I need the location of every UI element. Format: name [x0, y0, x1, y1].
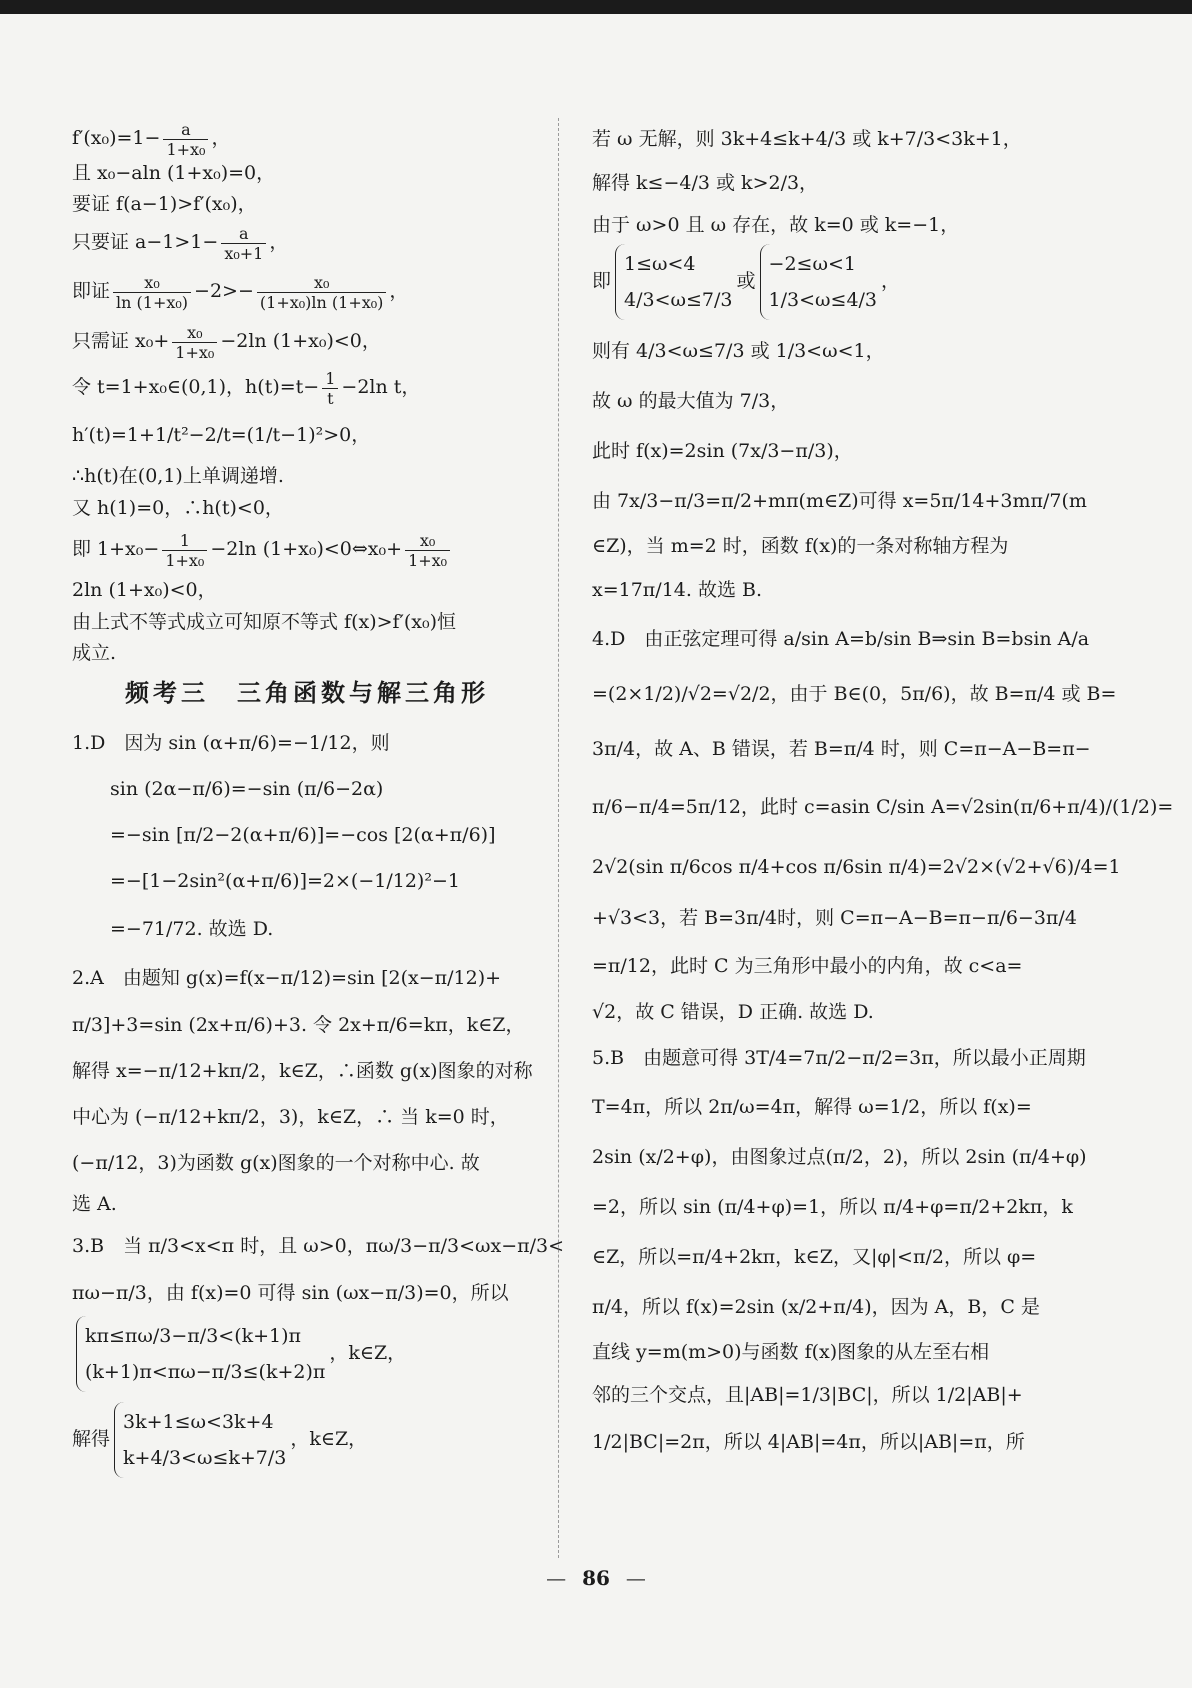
proof-line-11	[72, 524, 542, 574]
frac-num: x₀	[405, 531, 450, 551]
frac-den: (1+x₀)ln (1+x₀)	[259, 292, 384, 312]
q4-line-8: √2，故 C 错误，D 正确. 故选 D.	[592, 1001, 874, 1023]
q5-line-9: 1/2|BC|=2π，所以 4|AB|=4π，所以|AB|=π，所	[592, 1431, 1025, 1453]
section-title: 频考三 三角函数与解三角形	[125, 679, 489, 707]
frac-num: a	[163, 120, 208, 140]
proof-text: 只要证 a−1>1−	[72, 231, 219, 253]
q3c-line-8: 由 7x/3−π/3=π/2+mπ(m∈Z)可得 x=5π/14+3mπ/7(m	[592, 490, 1087, 512]
page-number-dash: —	[546, 1566, 567, 1590]
q2-line-5: (−π/12，3)为函数 g(x)图象的一个对称中心. 故	[72, 1152, 480, 1174]
fraction	[172, 323, 217, 362]
page-number-dash: —	[625, 1566, 646, 1590]
proof-line-9: ∴h(t)在(0,1)上单调递增.	[72, 465, 284, 487]
right-column	[592, 118, 1174, 1466]
q5-line-6: π/4，所以 f(x)=2sin (x/2+π/4)，因为 A，B，C 是	[592, 1296, 1040, 1318]
frac-den: 1+x₀	[165, 550, 205, 570]
q5-line-8: 邻的三个交点，且|AB|=1/3|BC|，所以 1/2|AB|+	[592, 1384, 1023, 1406]
q3c-line-6: 故 ω 的最大值为 7/3，	[592, 390, 790, 412]
proof-text: f′(x₀)=1−	[72, 127, 161, 149]
q3-line-2: πω−π/3，由 f(x)=0 可得 sin (ωx−π/3)=0，所以	[72, 1282, 509, 1304]
frac-den: 1+x₀	[166, 139, 206, 159]
proof-line-3: 要证 f(a−1)>f′(x₀)，	[72, 193, 257, 215]
page-number	[0, 1566, 1192, 1590]
q2-line-3: 解得 x=−π/12+kπ/2，k∈Z，∴函数 g(x)图象的对称	[72, 1060, 533, 1082]
q2-line-6: 选 A.	[72, 1193, 117, 1215]
scan-top-edge	[0, 0, 1192, 14]
frac-num: x₀	[172, 323, 217, 343]
proof-text: ，	[211, 127, 231, 149]
q4-line-1: 4.D 由正弦定理可得 a/sin A=b/sin B⇒sin B=bsin A/a	[592, 628, 1090, 650]
proof-line-1	[72, 118, 542, 158]
q3c-line-9: ∈Z)，当 m=2 时，函数 f(x)的一条对称轴方程为	[592, 535, 1009, 557]
q1-line-2: sin (2α−π/6)=−sin (π/6−2α)	[110, 778, 384, 800]
system-row: 1/3<ω≤4/3	[768, 289, 878, 311]
page-number-value: 86	[582, 1566, 610, 1590]
proof-line-13: 由上式不等式成立可知原不等式 f(x)>f′(x₀)恒	[72, 611, 457, 633]
proof-line-4	[72, 220, 542, 264]
q2-line-1: 2.A 由题知 g(x)=f(x−π/12)=sin [2(x−π/12)+	[72, 967, 502, 989]
fraction	[162, 531, 207, 570]
q3-system-1	[72, 1316, 542, 1402]
fraction	[163, 120, 208, 159]
q5-line-2: T=4π，所以 2π/ω=4π，解得 ω=1/2，所以 f(x)=	[592, 1096, 1032, 1118]
proof-text: 令 t=1+x₀∈(0,1)，h(t)=t−	[72, 376, 320, 398]
fraction	[322, 369, 338, 408]
q5-line-3: 2sin (x/2+φ)，由图象过点(π/2，2)，所以 2sin (π/4+φ)	[592, 1146, 1087, 1168]
q3-line-1: 3.B 当 π/3<x<π 时，且 ω>0，πω/3−π/3<ωx−π/3<	[72, 1235, 565, 1257]
frac-num: a	[221, 224, 266, 244]
proof-line-7	[72, 364, 542, 410]
system-tail: ，k∈Z，	[290, 1428, 368, 1450]
q2-line-4: 中心为 (−π/12+kπ/2，3)，k∈Z，∴ 当 k=0 时，	[72, 1106, 509, 1128]
proof-line-14: 成立.	[72, 642, 117, 664]
system-tail: ，	[881, 270, 901, 292]
system-or: 或	[736, 270, 756, 292]
q4-line-2: =(2×1/2)/√2=√2/2，由于 B∈(0，5π/6)，故 B=π/4 或 B=	[592, 683, 1117, 705]
system-row: (k+1)π<πω−π/3≤(k+2)π	[85, 1361, 326, 1383]
brace-system	[76, 1316, 325, 1392]
q4-line-5: 2√2(sin π/6cos π/4+cos π/6sin π/4)=2√2×(√2+√6)/4=1	[592, 856, 1121, 878]
system-row: 4/3<ω≤7/3	[624, 289, 733, 311]
system-lead: 即	[592, 270, 612, 292]
system-row: 1≤ω<4	[624, 253, 696, 275]
fraction	[221, 224, 266, 263]
frac-den: t	[327, 388, 334, 408]
system-row: k+4/3<ω≤k+7/3	[123, 1447, 287, 1469]
q1-line-1: 1.D 因为 sin (α+π/6)=−1/12，则	[72, 732, 390, 754]
proof-text: 即证	[72, 280, 111, 302]
proof-line-10: 又 h(1)=0，∴h(t)<0，	[72, 497, 284, 519]
proof-text: −2ln (1+x₀)<0⇔x₀+	[210, 538, 403, 560]
q5-line-4: =2，所以 sin (π/4+φ)=1，所以 π/4+φ=π/2+2kπ，k	[592, 1196, 1073, 1218]
brace-system	[760, 244, 878, 320]
proof-text: ，	[269, 231, 289, 253]
fraction	[257, 273, 387, 312]
frac-num: x₀	[257, 273, 387, 293]
q4-line-7: =π/12，此时 C 为三角形中最小的内角，故 c<a=	[592, 955, 1023, 977]
frac-den: ln (1+x₀)	[116, 292, 189, 312]
frac-num: 1	[162, 531, 207, 551]
proof-line-6	[72, 318, 542, 364]
proof-line-5	[72, 264, 542, 318]
column-divider	[558, 118, 559, 1558]
proof-text: −2ln (1+x₀)<0，	[220, 330, 381, 352]
system-row: −2≤ω<1	[768, 253, 856, 275]
q5-line-7: 直线 y=m(m>0)与函数 f(x)图象的从左至右相	[592, 1341, 990, 1363]
frac-num: x₀	[113, 273, 191, 293]
q4-line-6: +√3<3，若 B=3π/4时，则 C=π−A−B=π−π/6−3π/4	[592, 907, 1077, 929]
proof-text: 只需证 x₀+	[72, 330, 170, 352]
system-row: kπ≤πω/3−π/3<(k+1)π	[85, 1325, 302, 1347]
frac-den: 1+x₀	[408, 550, 448, 570]
proof-text: ，	[389, 280, 409, 302]
q1-line-5: =−71/72. 故选 D.	[110, 918, 274, 940]
q5-line-1: 5.B 由题意可得 3T/4=7π/2−π/2=3π，所以最小正周期	[592, 1047, 1086, 1069]
proof-text: 即 1+x₀−	[72, 538, 160, 560]
system-lead: 解得	[72, 1428, 111, 1450]
q3c-system	[592, 244, 1068, 326]
proof-line-8: h′(t)=1+1/t²−2/t=(1/t−1)²>0，	[72, 424, 371, 446]
proof-text: −2ln t，	[341, 376, 421, 398]
system-tail: ，k∈Z，	[329, 1342, 407, 1364]
q1-line-3: =−sin [π/2−2(α+π/6)]=−cos [2(α+π/6)]	[110, 824, 496, 846]
q3-system-2	[72, 1402, 542, 1488]
q4-line-4: π/6−π/4=5π/12，此时 c=asin C/sin A=√2sin(π/6+π/4)/(1/2)=	[592, 796, 1174, 818]
q1-line-4: =−[1−2sin²(α+π/6)]=2×(−1/12)²−1	[110, 870, 460, 892]
q3c-line-7: 此时 f(x)=2sin (7x/3−π/3)，	[592, 440, 853, 462]
frac-num: 1	[322, 369, 338, 389]
left-column	[72, 118, 565, 1488]
q3c-line-1: 若 ω 无解，则 3k+4≤k+4/3 或 k+7/3<3k+1，	[592, 128, 1022, 150]
brace-system	[114, 1402, 286, 1478]
proof-line-2: 且 x₀−aln (1+x₀)=0，	[72, 162, 276, 184]
fraction	[113, 273, 191, 312]
q3c-line-10: x=17π/14. 故选 B.	[592, 579, 762, 601]
q2-line-2: π/3]+3=sin (2x+π/6)+3. 令 2x+π/6=kπ，k∈Z，	[72, 1014, 525, 1036]
frac-den: x₀+1	[224, 243, 264, 263]
q5-line-5: ∈Z，所以=π/4+2kπ，k∈Z，又|φ|<π/2，所以 φ=	[592, 1246, 1037, 1268]
system-row: 3k+1≤ω<3k+4	[123, 1411, 274, 1433]
proof-text: −2>−	[194, 280, 254, 302]
fraction	[405, 531, 450, 570]
frac-den: 1+x₀	[175, 342, 215, 362]
brace-system	[615, 244, 733, 320]
q4-line-3: 3π/4，故 A、B 错误，若 B=π/4 时，则 C=π−A−B=π−	[592, 738, 1091, 760]
proof-line-12: 2ln (1+x₀)<0，	[72, 579, 217, 601]
q3c-line-2: 解得 k≤−4/3 或 k>2/3，	[592, 172, 819, 194]
q3c-line-3: 由于 ω>0 且 ω 存在，故 k=0 或 k=−1，	[592, 214, 960, 236]
q3c-line-5: 则有 4/3<ω≤7/3 或 1/3<ω<1，	[592, 340, 885, 362]
